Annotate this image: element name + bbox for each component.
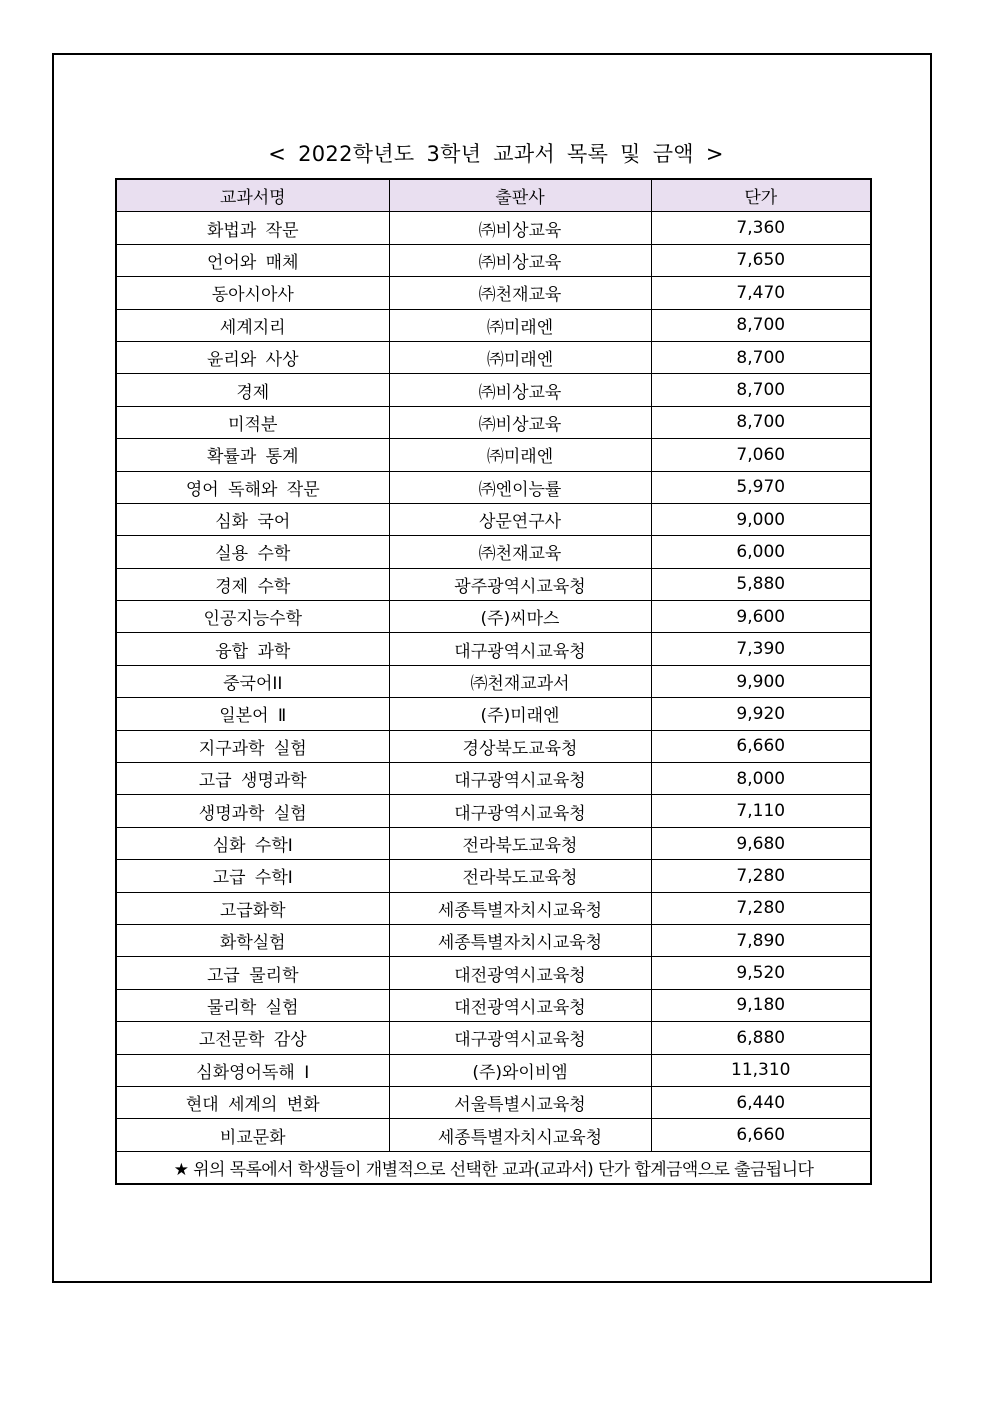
cell-publisher: ㈜비상교육 bbox=[389, 244, 651, 276]
cell-unit-price: 6,000 bbox=[651, 536, 871, 568]
cell-unit-price: 7,650 bbox=[651, 244, 871, 276]
cell-unit-price: 7,360 bbox=[651, 212, 871, 244]
cell-unit-price: 7,280 bbox=[651, 892, 871, 924]
payment-note: ★ 위의 목록에서 학생들이 개별적으로 선택한 교과(교과서) 단가 합계금액으로 출금됩니다 bbox=[116, 1151, 871, 1184]
cell-book-name: 비교문화 bbox=[116, 1119, 389, 1151]
cell-book-name: 윤리와 사상 bbox=[116, 341, 389, 373]
table-row bbox=[116, 471, 871, 503]
cell-book-name: 경제 bbox=[116, 374, 389, 406]
cell-unit-price: 9,180 bbox=[651, 989, 871, 1021]
cell-book-name: 인공지능수학 bbox=[116, 601, 389, 633]
cell-publisher: ㈜천재교육 bbox=[389, 277, 651, 309]
table-row bbox=[116, 924, 871, 956]
cell-publisher: ㈜미래엔 bbox=[389, 439, 651, 471]
cell-book-name: 중국어II bbox=[116, 665, 389, 697]
cell-book-name: 심화 국어 bbox=[116, 503, 389, 535]
cell-unit-price: 7,890 bbox=[651, 924, 871, 956]
page-title: < 2022학년도 3학년 교과서 목록 및 금액 > bbox=[268, 142, 724, 166]
cell-unit-price: 8,000 bbox=[651, 763, 871, 795]
table-row bbox=[116, 633, 871, 665]
cell-publisher: 전라북도교육청 bbox=[389, 860, 651, 892]
cell-book-name: 융합 과학 bbox=[116, 633, 389, 665]
cell-book-name: 심화영어독해 Ⅰ bbox=[116, 1054, 389, 1086]
cell-publisher: ㈜엔이능률 bbox=[389, 471, 651, 503]
cell-publisher: 대구광역시교육청 bbox=[389, 633, 651, 665]
table-note-row bbox=[116, 1151, 871, 1184]
cell-book-name: 지구과학 실험 bbox=[116, 730, 389, 762]
table-row bbox=[116, 503, 871, 535]
table-row bbox=[116, 601, 871, 633]
cell-unit-price: 8,700 bbox=[651, 406, 871, 438]
cell-unit-price: 8,700 bbox=[651, 309, 871, 341]
table-row bbox=[116, 1054, 871, 1086]
table-row bbox=[116, 277, 871, 309]
table-row bbox=[116, 957, 871, 989]
cell-unit-price: 7,060 bbox=[651, 439, 871, 471]
cell-unit-price: 9,000 bbox=[651, 503, 871, 535]
cell-unit-price: 7,470 bbox=[651, 277, 871, 309]
table-row bbox=[116, 439, 871, 471]
table-row bbox=[116, 374, 871, 406]
cell-book-name: 일본어 Ⅱ bbox=[116, 698, 389, 730]
cell-publisher: 세종특별자치시교육청 bbox=[389, 924, 651, 956]
cell-book-name: 영어 독해와 작문 bbox=[116, 471, 389, 503]
cell-book-name: 고급 수학Ⅰ bbox=[116, 860, 389, 892]
table-body bbox=[116, 212, 871, 1151]
cell-book-name: 고급 물리학 bbox=[116, 957, 389, 989]
cell-publisher: ㈜비상교육 bbox=[389, 212, 651, 244]
table-row bbox=[116, 989, 871, 1021]
cell-unit-price: 6,660 bbox=[651, 1119, 871, 1151]
cell-book-name: 확률과 통계 bbox=[116, 439, 389, 471]
cell-unit-price: 9,920 bbox=[651, 698, 871, 730]
table-row bbox=[116, 1022, 871, 1054]
cell-book-name: 심화 수학Ⅰ bbox=[116, 827, 389, 859]
cell-unit-price: 8,700 bbox=[651, 374, 871, 406]
cell-unit-price: 7,110 bbox=[651, 795, 871, 827]
table-row bbox=[116, 1119, 871, 1151]
textbook-table bbox=[115, 178, 872, 1185]
cell-unit-price: 9,900 bbox=[651, 665, 871, 697]
cell-publisher: 세종특별자치시교육청 bbox=[389, 892, 651, 924]
table-row bbox=[116, 860, 871, 892]
cell-publisher: 상문연구사 bbox=[389, 503, 651, 535]
table-row bbox=[116, 406, 871, 438]
cell-book-name: 생명과학 실험 bbox=[116, 795, 389, 827]
header-book-name: 교과서명 bbox=[116, 179, 389, 212]
table-row bbox=[116, 763, 871, 795]
table-row bbox=[116, 309, 871, 341]
cell-publisher: 경상북도교육청 bbox=[389, 730, 651, 762]
cell-publisher: ㈜비상교육 bbox=[389, 406, 651, 438]
cell-unit-price: 6,880 bbox=[651, 1022, 871, 1054]
cell-unit-price: 9,680 bbox=[651, 827, 871, 859]
cell-book-name: 물리학 실험 bbox=[116, 989, 389, 1021]
table-row bbox=[116, 536, 871, 568]
cell-unit-price: 6,660 bbox=[651, 730, 871, 762]
cell-publisher: ㈜천재교과서 bbox=[389, 665, 651, 697]
cell-unit-price: 9,520 bbox=[651, 957, 871, 989]
cell-publisher: 대전광역시교육청 bbox=[389, 989, 651, 1021]
table-row bbox=[116, 665, 871, 697]
cell-publisher: 대전광역시교육청 bbox=[389, 957, 651, 989]
cell-book-name: 현대 세계의 변화 bbox=[116, 1086, 389, 1118]
cell-publisher: 광주광역시교육청 bbox=[389, 568, 651, 600]
cell-publisher: ㈜천재교육 bbox=[389, 536, 651, 568]
table-row bbox=[116, 244, 871, 276]
cell-book-name: 화법과 작문 bbox=[116, 212, 389, 244]
cell-unit-price: 8,700 bbox=[651, 341, 871, 373]
cell-book-name: 동아시아사 bbox=[116, 277, 389, 309]
header-unit-price: 단가 bbox=[651, 179, 871, 212]
cell-publisher: ㈜비상교육 bbox=[389, 374, 651, 406]
cell-unit-price: 9,600 bbox=[651, 601, 871, 633]
cell-unit-price: 11,310 bbox=[651, 1054, 871, 1086]
cell-publisher: 대구광역시교육청 bbox=[389, 795, 651, 827]
cell-publisher: 전라북도교육청 bbox=[389, 827, 651, 859]
cell-book-name: 경제 수학 bbox=[116, 568, 389, 600]
cell-publisher: 세종특별자치시교육청 bbox=[389, 1119, 651, 1151]
cell-book-name: 언어와 매체 bbox=[116, 244, 389, 276]
cell-unit-price: 5,880 bbox=[651, 568, 871, 600]
cell-publisher: ㈜미래엔 bbox=[389, 309, 651, 341]
cell-book-name: 고전문학 감상 bbox=[116, 1022, 389, 1054]
cell-publisher: (주)씨마스 bbox=[389, 601, 651, 633]
table-row bbox=[116, 698, 871, 730]
cell-book-name: 실용 수학 bbox=[116, 536, 389, 568]
cell-publisher: ㈜미래엔 bbox=[389, 341, 651, 373]
table-row bbox=[116, 892, 871, 924]
table-row bbox=[116, 212, 871, 244]
table-row bbox=[116, 341, 871, 373]
cell-book-name: 화학실험 bbox=[116, 924, 389, 956]
table-row bbox=[116, 795, 871, 827]
table-header-row bbox=[116, 179, 871, 212]
cell-book-name: 세계지리 bbox=[116, 309, 389, 341]
cell-publisher: (주)와이비엠 bbox=[389, 1054, 651, 1086]
cell-unit-price: 7,280 bbox=[651, 860, 871, 892]
cell-publisher: 대구광역시교육청 bbox=[389, 763, 651, 795]
cell-book-name: 미적분 bbox=[116, 406, 389, 438]
table-row bbox=[116, 1086, 871, 1118]
header-publisher: 출판사 bbox=[389, 179, 651, 212]
cell-book-name: 고급화학 bbox=[116, 892, 389, 924]
cell-publisher: 서울특별시교육청 bbox=[389, 1086, 651, 1118]
cell-publisher: (주)미래엔 bbox=[389, 698, 651, 730]
cell-publisher: 대구광역시교육청 bbox=[389, 1022, 651, 1054]
table-row bbox=[116, 730, 871, 762]
cell-book-name: 고급 생명과학 bbox=[116, 763, 389, 795]
cell-unit-price: 5,970 bbox=[651, 471, 871, 503]
cell-unit-price: 7,390 bbox=[651, 633, 871, 665]
cell-unit-price: 6,440 bbox=[651, 1086, 871, 1118]
table-row bbox=[116, 568, 871, 600]
table-row bbox=[116, 827, 871, 859]
